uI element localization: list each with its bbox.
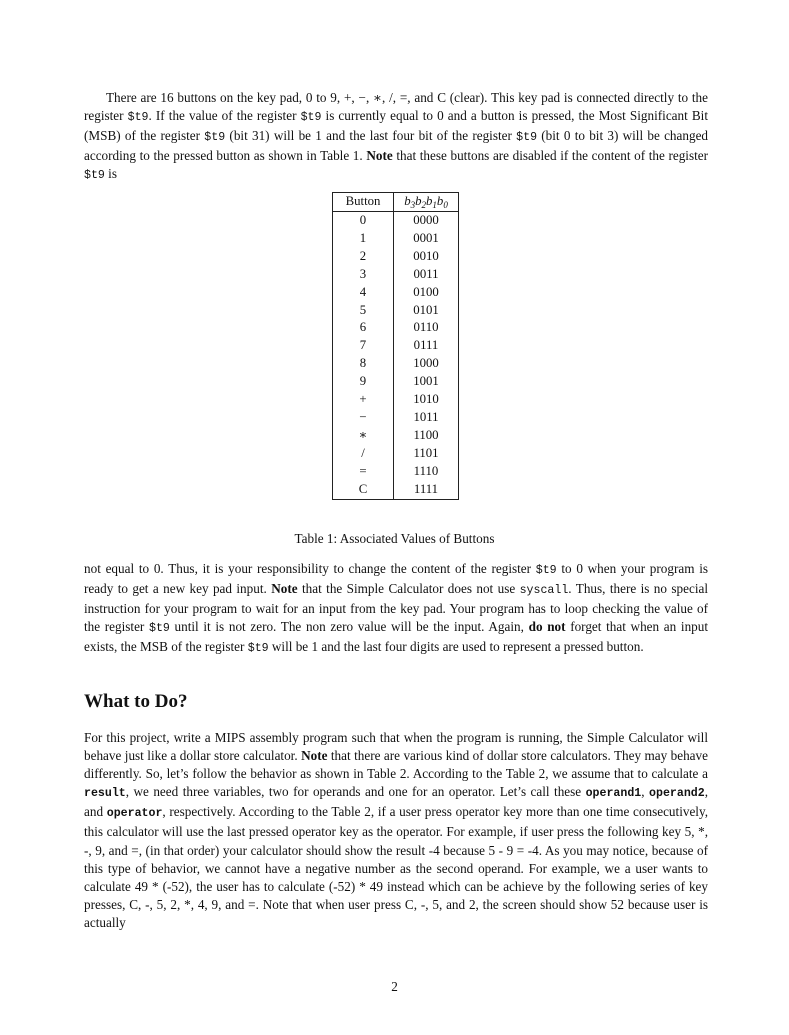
register-code: $t9 xyxy=(84,169,105,183)
table-row xyxy=(333,284,459,302)
text: (bit 31) will be 1 and the last four bit of the register xyxy=(225,128,517,144)
register-code: $t9 xyxy=(516,131,538,145)
bits-cell: 0100 xyxy=(394,284,459,302)
button-cell: 5 xyxy=(333,302,394,320)
page-number: 2 xyxy=(391,979,398,994)
variable-code: operator xyxy=(106,807,163,821)
register-code: $t9 xyxy=(300,111,322,125)
register-code: $t9 xyxy=(204,131,226,145)
table-row xyxy=(333,445,459,463)
bits-cell: 1101 xyxy=(394,445,459,463)
bits-cell: 1010 xyxy=(394,391,459,409)
table-row xyxy=(333,266,459,284)
table-row xyxy=(333,212,459,230)
table-row xyxy=(333,337,459,355)
button-cell: 2 xyxy=(333,248,394,266)
table-row xyxy=(333,319,459,337)
text: , we need three variables, two for operands and one for an operator. Let’s call these xyxy=(125,784,586,800)
text: to 0 when your program is ready to get a new key pad input. xyxy=(84,561,708,597)
table-row xyxy=(333,427,459,445)
intro-paragraph xyxy=(84,89,708,185)
table-row xyxy=(333,391,459,409)
button-cell: C xyxy=(333,481,394,499)
bits-cell: 1001 xyxy=(394,373,459,391)
button-cell: 0 xyxy=(333,212,394,230)
bits-cell: 1011 xyxy=(394,409,459,427)
button-cell: ∗ xyxy=(333,427,394,445)
variable-code: result xyxy=(84,787,126,801)
register-code: $t9 xyxy=(247,642,269,656)
button-cell: 1 xyxy=(333,230,394,248)
bits-cell: 0001 xyxy=(394,230,459,248)
text: . Thus, there is no special instruction for your program to wait for an input from the key pad. Your program has to loop checking the value of the register xyxy=(84,581,708,635)
text: , xyxy=(641,784,650,800)
continuation-paragraph xyxy=(84,560,708,658)
text: that there are various kind of dollar store calculators. They may behave differently. So, let’s follow the behavior as shown in Table 2. According to the Table 2, we assume that to calculate a xyxy=(84,748,708,782)
text: that the Simple Calculator does not use xyxy=(297,581,520,597)
table-row xyxy=(333,230,459,248)
table-row xyxy=(333,302,459,320)
bits-cell: 1100 xyxy=(394,427,459,445)
instructions-paragraph xyxy=(84,729,708,932)
header-button: Button xyxy=(333,193,394,212)
text: (bit 0 to bit 3) will be changed according to the pressed button as shown in Table 1. xyxy=(84,128,709,164)
note-emphasis: Note xyxy=(301,748,328,764)
table-row xyxy=(333,373,459,391)
register-code: $t9 xyxy=(149,622,170,636)
button-cell: − xyxy=(333,409,394,427)
text: until it is not zero. The non zero value will be the input. Again, xyxy=(169,619,529,635)
table-row xyxy=(333,248,459,266)
bits-cell: 0110 xyxy=(394,319,459,337)
bits-cell: 1000 xyxy=(394,355,459,373)
button-cell: + xyxy=(333,391,394,409)
bits-cell: 0010 xyxy=(394,248,459,266)
variable-code: operand1 xyxy=(585,787,642,801)
variable-code: operand2 xyxy=(649,787,705,801)
table-row xyxy=(333,481,459,499)
button-cell: / xyxy=(333,445,394,463)
table-row xyxy=(333,355,459,373)
button-cell: 7 xyxy=(333,337,394,355)
text: not equal to 0. Thus, it is your responsibility to change the content of the register xyxy=(84,561,536,576)
text: , and xyxy=(84,784,708,820)
button-values-table xyxy=(332,192,459,500)
syscall-code: syscall xyxy=(519,584,569,598)
note-emphasis: Note xyxy=(366,148,393,164)
header-bits: $b_3b_2b_1b_0$ xyxy=(394,193,459,212)
bits-cell: 0011 xyxy=(394,266,459,284)
text: There are 16 buttons on the key pad, 0 to 9, +, −, ∗, /, =, and C (clear). This key pad is connected directly to the register xyxy=(84,90,708,124)
text: is xyxy=(104,166,117,182)
bits-cell: 1111 xyxy=(394,481,459,499)
button-cell: = xyxy=(333,463,394,481)
section-heading: What to Do? xyxy=(84,691,188,712)
button-cell: 4 xyxy=(333,284,394,302)
bits-cell: 0111 xyxy=(394,337,459,355)
register-code: $t9 xyxy=(535,564,557,577)
bits-cell: 1110 xyxy=(394,463,459,481)
button-cell: 8 xyxy=(333,355,394,373)
text: . If the value of the register xyxy=(148,108,301,124)
button-cell: 6 xyxy=(333,319,394,337)
text: For this project, write a MIPS assembly program such that when the program is running, the Simple Calculator will behave just like a dollar store calculator. xyxy=(84,730,708,764)
text: , respectively. According to the Table 2, if a user press operator key more than one time consecutively, this calculator will use the last pressed operator key as the operator. For example, if user press the following key 5, *, -, 9, and =, (in that order) your calculator should show the result -4 because 5 - 9 = -4. As you may notice, because of this type of behavior, we cannot have a negative number as the second operand. For example, we a user wants to calculate 49 * (-52), the user has to calculate (-52) * 49 instead which can be achieve by the following series of key presses, C, -, 5, 2, *, 4, 9, and =. Note that when user press C, -, 5, and 2, the screen should show 52 because user is actually xyxy=(84,804,708,930)
text: is currently equal to 0 and a button is pressed, the Most Significant Bit (MSB) of the register xyxy=(84,108,709,144)
text: that these buttons are disabled if the content of the register xyxy=(392,148,709,164)
bits-cell: 0000 xyxy=(394,212,459,230)
bits-cell: 0101 xyxy=(394,302,459,320)
table-header-row xyxy=(333,193,459,212)
button-cell: 9 xyxy=(333,373,394,391)
note-emphasis: Note xyxy=(271,581,298,597)
text: will be 1 and the last four digits are used to represent a pressed button. xyxy=(268,639,644,655)
table-caption: Table 1: Associated Values of Buttons xyxy=(294,531,495,546)
table-row xyxy=(333,409,459,427)
text: forget that when an input exists, the MSB of the register xyxy=(84,619,709,655)
button-cell: 3 xyxy=(333,266,394,284)
register-code: $t9 xyxy=(127,111,149,125)
table-row xyxy=(333,463,459,481)
emphasis: do not xyxy=(528,619,566,635)
